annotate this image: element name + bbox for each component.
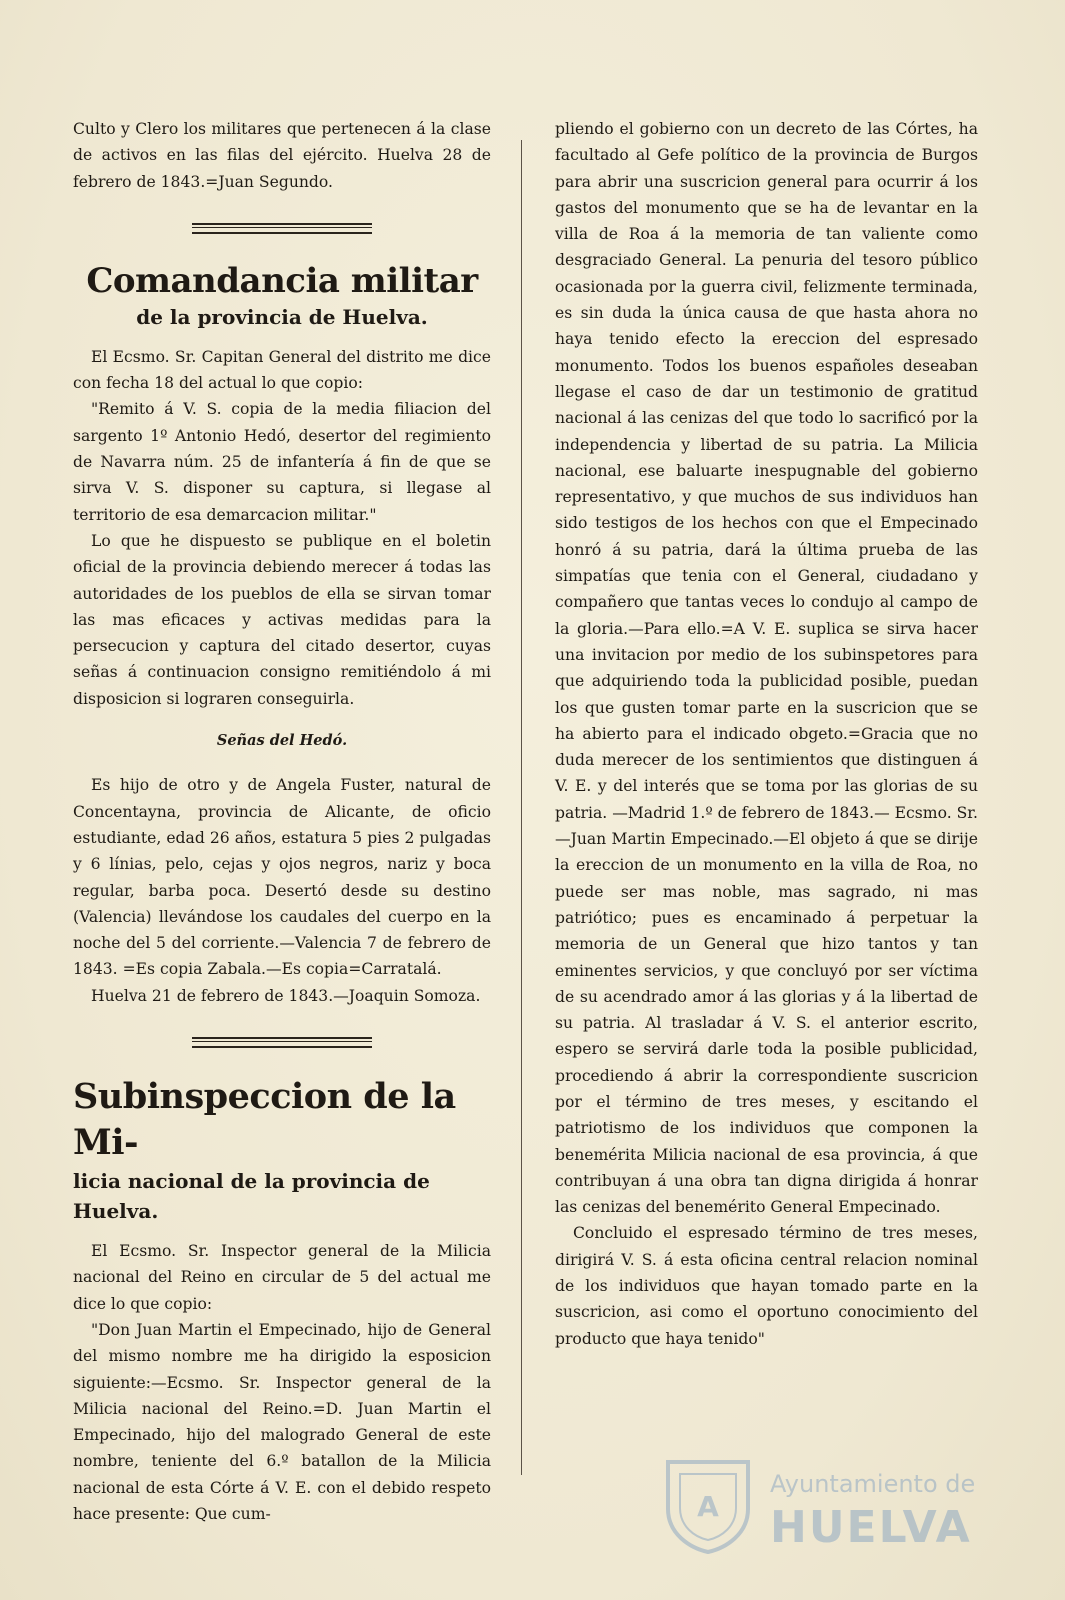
svg-text:A: A bbox=[697, 1490, 719, 1523]
watermark-line1: Ayuntamiento de bbox=[770, 1470, 976, 1498]
paragraph: El Ecsmo. Sr. Inspector general de la Milicia nacional del Reino en circular de 5 del actual me dice lo que copio: bbox=[73, 1242, 491, 1313]
paragraph: Lo que he dispuesto se publique en el boletin oficial de la provincia debiendo merecer á todas las autoridades de los pueblos de ella se sirvan tomar las mas eficaces y activas medidas para la persecucion y captura del citado desertor, cuyas señas á continuacion consigno remitiéndolo á mi disposicion si lograren conseguirla. bbox=[73, 531, 491, 708]
paragraph: Concluido el espresado término de tres meses, dirigirá V. S. á esta oficina central relacion nominal de los individuos que hayan tomado parte en la suscricion, asi como el oportuno conocimiento del producto que haya tenido" bbox=[555, 1224, 978, 1348]
senas-title: Señas del Hedó. bbox=[216, 732, 348, 750]
watermark bbox=[650, 1450, 980, 1560]
section-subheading-comandancia: de la provincia de Huelva. bbox=[136, 304, 428, 329]
section-divider bbox=[192, 223, 372, 234]
paragraph: pliendo el gobierno con un decreto de las Córtes, ha facultado al Gefe político de la provincia de Burgos para abrir una suscricion general para ocurrir á los gastos del monumento que se ha de levantar en la villa de Roa á la memoria de tan valiente como desgraciado General. La penuria del tesoro público ocasionada por la guerra civil, felizmente terminada, es sin duda la única causa de que hasta ahora no haya tenido efecto la ereccion del espresado monumento. Todos los buenos españoles deseaban llegase el caso de dar un testimonio de gratitud nacional á las cenizas del que todo lo sacrificó por la independencia y libertad de su patria. La Milicia nacional, ese baluarte inespugnable del gobierno representativo, y que muchos de sus individuos han sido testigos de los hechos con que el Empecinado honró á su patria, dará la última prueba de las simpatías que tenia con el General, ciudadano y compañero que tantas veces lo condujo al campo de la gloria.—Para ello.=A V. E. suplica se sirva hacer una invitacion por medio de los subinspetores para que adquiriendo toda la publicidad posible, puedan los que gusten tomar parte en la suscricion que se ha abierto para el indicado obgeto.=Gracia que no duda merecer de los sentimientos que distinguen á V. E. y del interés que se toma por las glorias de su patria. —Madrid 1.º de febrero de 1843.— Ecsmo. Sr.—Juan Martin Empecinado.—El objeto á que se dirije la ereccion de un monumento en la villa de Roa, no puede ser mas noble, mas sagrado, ni mas patriótico; pues es encaminado á perpetuar la memoria de un General que hizo tantos y tan eminentes servicios, y que concluyó por ser víctima de su acendrado amor á las glorias y á la libertad de su patria. Al trasladar á V. S. el anterior escrito, espero se servirá darle toda la posible publicidad, procediendo á abrir la correspondiente suscricion por el término de tres meses, y escitando el patriotismo de los individuos que componen la benemérita Milicia nacional de esa provincia, á que contribuyan á una obra tan digna dirigida á honrar las cenizas del benemérito General Empecinado. bbox=[555, 120, 978, 1217]
column-divider bbox=[521, 140, 522, 1475]
right-column bbox=[555, 116, 978, 1352]
paragraph: "Don Juan Martin el Empecinado, hijo de General del mismo nombre me ha dirigido la esposicion siguiente:—Ecsmo. Sr. Inspector general de la Milicia nacional del Reino.=D. Juan Martin el Empecinado, hijo del malogrado General de este nombre, teniente del 6.º batallon de la Milicia nacional de esta Córte á V. E. con el debido respeto hace presente: Que cum- bbox=[73, 1320, 491, 1523]
section-divider bbox=[192, 1037, 372, 1048]
section-heading-comandancia: Comandancia militar bbox=[86, 260, 478, 301]
paragraph: El Ecsmo. Sr. Capitan General del distrito me dice con fecha 18 del actual lo que copio: bbox=[73, 347, 491, 393]
signature-line: Huelva 21 de febrero de 1843.—Joaquin Somoza. bbox=[91, 986, 481, 1005]
paragraph: Es hijo de otro y de Angela Fuster, natural de Concentayna, provincia de Alicante, de oficio estudiante, edad 26 años, estatura 5 pies 2 pulgadas y 6 línias, pelo, cejas y ojos negros, nariz y boca regular, barba poca. Desertó desde su destino (Valencia) llevándose los caudales del cuerpo en la noche del 5 del corriente.—Valencia 7 de febrero de 1843. =Es copia Zabala.—Es copia=Carratalá. bbox=[73, 776, 491, 979]
left-column bbox=[73, 116, 491, 1527]
section-subheading-subinspeccion: licia nacional de la provincia de Huelva. bbox=[73, 1169, 430, 1224]
paragraph: "Remito á V. S. copia de la media filiacion del sargento 1º Antonio Hedó, desertor del regimiento de Navarra núm. 25 de infantería á fin de que se sirva V. S. disponer su captura, si llegase al territorio de esa demarcacion militar." bbox=[73, 400, 491, 524]
section-heading-subinspeccion: Subinspeccion de la Mi- bbox=[73, 1076, 456, 1164]
coat-of-arms-icon bbox=[660, 1454, 756, 1554]
watermark-line2: HUELVA bbox=[770, 1502, 972, 1553]
intro-text: Culto y Clero los militares que pertenecen á la clase de activos en las filas del ejército. Huelva 28 de febrero de 1843.=Juan Segundo. bbox=[73, 120, 491, 191]
